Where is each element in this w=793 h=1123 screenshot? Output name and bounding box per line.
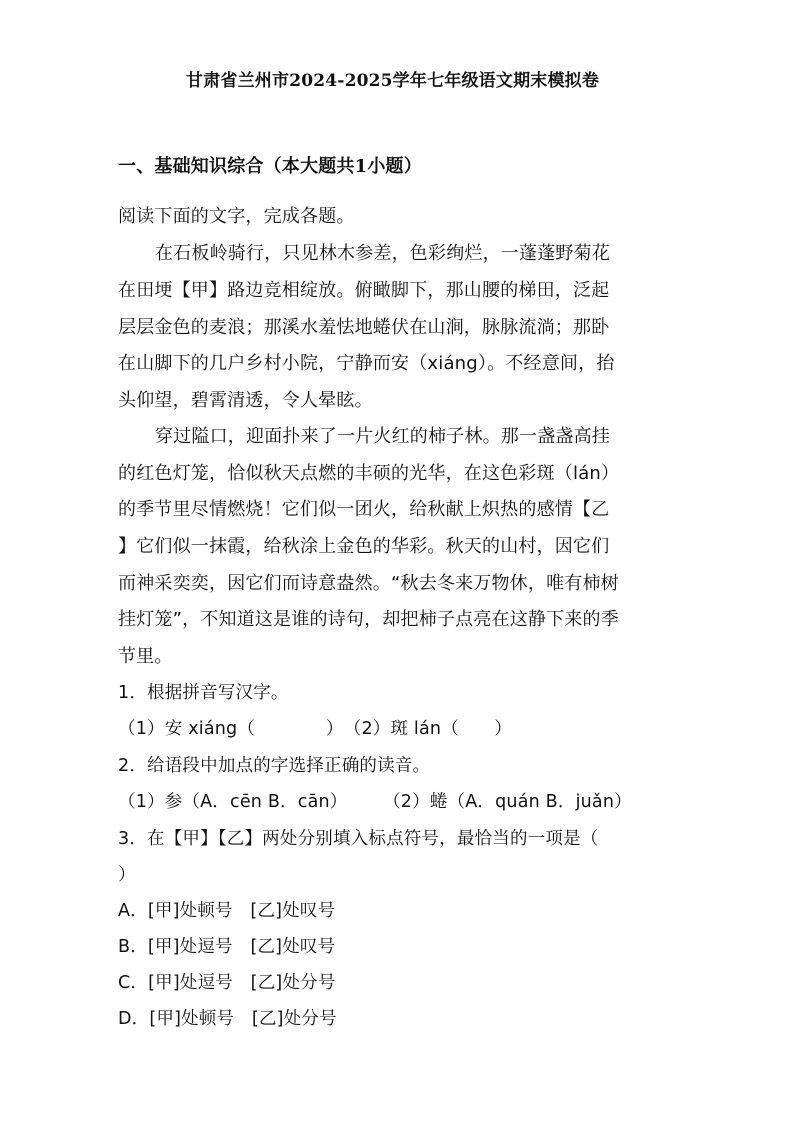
passage-line: 而神采奕奕，因它们而诗意盎然。“秋去冬来万物休，唯有柿树 bbox=[118, 573, 619, 594]
question-3-cont: ） bbox=[118, 865, 136, 885]
question-1-items: （1）安 xiáng（ ） （2）斑 lán（ ） bbox=[118, 719, 513, 739]
passage-line: 在田埂【甲】路边竞相绽放。俯瞰脚下，那山腰的梯田，泛起 bbox=[118, 280, 610, 301]
passage-line: 挂灯笼”，不知道这是谁的诗句，却把柿子点亮在这静下来的季 bbox=[118, 609, 619, 630]
passage-line: 的红色灯笼，恰似秋天点燃的丰硕的光华，在这色彩斑（lán） bbox=[118, 463, 620, 484]
instruction-text: 阅读下面的文字，完成各题。 bbox=[118, 206, 355, 227]
section-heading: 一、基础知识综合（本大题共1小题） bbox=[118, 156, 422, 177]
option-b: B．[甲]处逗号 [乙]处叹号 bbox=[118, 937, 336, 957]
passage-line: 节里。 bbox=[118, 646, 173, 667]
option-c: C．[甲]处逗号 [乙]处分号 bbox=[118, 973, 336, 993]
question-2: 2．给语段中加点的字选择正确的读音。 bbox=[118, 756, 431, 776]
option-a: A．[甲]处顿号 [乙]处叹号 bbox=[118, 901, 336, 921]
question-1: 1．根据拼音写汉字。 bbox=[118, 683, 289, 703]
passage-line: 在山脚下的几户乡村小院，宁静而安（xiáng）。不经意间，抬 bbox=[118, 353, 615, 374]
passage-line: 】它们似一抹霞，给秋涂上金色的华彩。秋天的山村，因它们 bbox=[118, 536, 610, 557]
passage-line: 头仰望，碧霄清透，令人晕眩。 bbox=[118, 390, 373, 411]
passage-line: 在石板岭骑行，只见林木参差，色彩绚烂，一蓬蓬野菊花 bbox=[155, 243, 610, 264]
passage-line: 的季节里尽情燃烧！它们似一团火，给秋献上炽热的感情【乙 bbox=[118, 499, 610, 520]
option-d: D．[甲]处顿号 [乙]处分号 bbox=[118, 1009, 337, 1029]
page-title: 甘肃省兰州市2024-2025学年七年级语文期末模拟卷 bbox=[186, 71, 600, 91]
passage-line: 层层金色的麦浪；那溪水羞怯地蜷伏在山涧，脉脉流淌；那卧 bbox=[118, 317, 610, 338]
passage-line: 穿过隘口，迎面扑来了一片火红的柿子林。那一盏盏高挂 bbox=[155, 426, 610, 447]
question-3: 3．在【甲】【乙】两处分别填入标点符号，最恰当的一项是（ bbox=[118, 829, 599, 849]
question-2-items: （1）参（A．cēn B．cān） （2）蜷（A．quán B．juǎn） bbox=[118, 792, 632, 812]
